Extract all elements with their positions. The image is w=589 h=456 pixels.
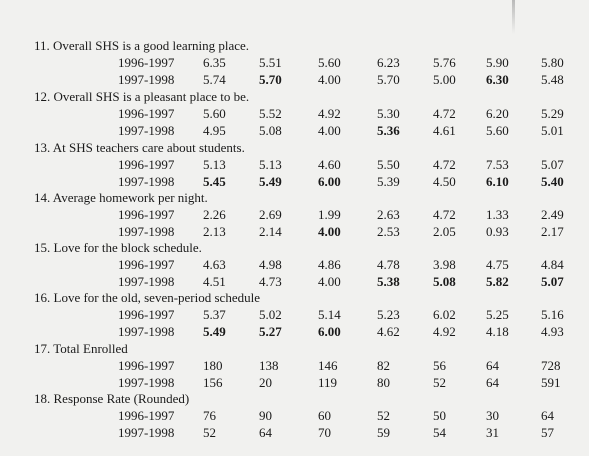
value-cell: 5.08 — [259, 123, 282, 138]
value-cell: 4.95 — [203, 123, 226, 138]
value-cell: 5.90 — [486, 55, 509, 70]
value-cell: 5.60 — [318, 55, 341, 70]
value-cell: 5.13 — [203, 157, 226, 172]
value-cell: 4.75 — [486, 257, 509, 272]
school-year: 1996-1997 — [118, 106, 175, 121]
value-cell: 591 — [541, 375, 561, 390]
value-cell: 64 — [259, 425, 272, 440]
value-cell: 56 — [433, 358, 446, 373]
value-cell: 5.40 — [541, 174, 564, 189]
value-cell: 30 — [486, 408, 499, 423]
value-cell: 4.00 — [318, 274, 341, 289]
item-heading: 17. Total Enrolled — [34, 341, 128, 356]
value-cell: 76 — [203, 408, 216, 423]
value-cell: 3.98 — [433, 257, 456, 272]
table-row — [0, 307, 589, 323]
value-cell: 7.53 — [486, 157, 509, 172]
value-cell: 4.63 — [203, 257, 226, 272]
value-cell: 5.39 — [377, 174, 400, 189]
value-cell: 4.00 — [318, 123, 341, 138]
school-year: 1997-1998 — [118, 324, 175, 339]
table-row — [0, 425, 589, 441]
table-row — [0, 257, 589, 273]
value-cell: 52 — [433, 375, 446, 390]
value-cell: 5.08 — [433, 274, 456, 289]
value-cell: 2.53 — [377, 224, 400, 239]
value-cell: 728 — [541, 358, 561, 373]
table-row — [0, 174, 589, 190]
value-cell: 4.73 — [259, 274, 282, 289]
school-year: 1997-1998 — [118, 174, 175, 189]
value-cell: 4.61 — [433, 123, 456, 138]
table-row — [0, 408, 589, 424]
value-cell: 64 — [486, 358, 499, 373]
value-cell: 52 — [203, 425, 216, 440]
value-cell: 5.51 — [259, 55, 282, 70]
value-cell: 1.99 — [318, 207, 341, 222]
value-cell: 5.36 — [377, 123, 400, 138]
value-cell: 4.92 — [318, 106, 341, 121]
table-row — [0, 207, 589, 223]
value-cell: 4.60 — [318, 157, 341, 172]
value-cell: 5.27 — [259, 324, 282, 339]
item-heading: 18. Response Rate (Rounded) — [34, 391, 190, 406]
value-cell: 5.00 — [433, 72, 456, 87]
value-cell: 5.01 — [541, 123, 564, 138]
value-cell: 2.13 — [203, 224, 226, 239]
value-cell: 156 — [203, 375, 223, 390]
value-cell: 5.38 — [377, 274, 400, 289]
value-cell: 4.72 — [433, 207, 456, 222]
value-cell: 4.92 — [433, 324, 456, 339]
value-cell: 5.07 — [541, 274, 564, 289]
value-cell: 180 — [203, 358, 223, 373]
school-year: 1996-1997 — [118, 55, 175, 70]
value-cell: 6.20 — [486, 106, 509, 121]
school-year: 1996-1997 — [118, 307, 175, 322]
value-cell: 5.16 — [541, 307, 564, 322]
value-cell: 64 — [541, 408, 554, 423]
item-heading: 13. At SHS teachers care about students. — [34, 140, 245, 155]
school-year: 1996-1997 — [118, 157, 175, 172]
value-cell: 119 — [318, 375, 338, 390]
school-year: 1996-1997 — [118, 257, 175, 272]
value-cell: 2.69 — [259, 207, 282, 222]
value-cell: 5.14 — [318, 307, 341, 322]
value-cell: 5.37 — [203, 307, 226, 322]
value-cell: 57 — [541, 425, 554, 440]
value-cell: 5.29 — [541, 106, 564, 121]
value-cell: 2.05 — [433, 224, 456, 239]
school-year: 1997-1998 — [118, 274, 175, 289]
table-row — [0, 324, 589, 340]
value-cell: 5.48 — [541, 72, 564, 87]
value-cell: 90 — [259, 408, 272, 423]
value-cell: 50 — [433, 408, 446, 423]
value-cell: 70 — [318, 425, 331, 440]
value-cell: 4.86 — [318, 257, 341, 272]
value-cell: 6.00 — [318, 324, 341, 339]
value-cell: 5.02 — [259, 307, 282, 322]
value-cell: 146 — [318, 358, 338, 373]
value-cell: 60 — [318, 408, 331, 423]
value-cell: 5.82 — [486, 274, 509, 289]
value-cell: 2.63 — [377, 207, 400, 222]
value-cell: 5.70 — [377, 72, 400, 87]
value-cell: 5.70 — [259, 72, 282, 87]
value-cell: 4.78 — [377, 257, 400, 272]
school-year: 1996-1997 — [118, 358, 175, 373]
value-cell: 6.35 — [203, 55, 226, 70]
value-cell: 4.51 — [203, 274, 226, 289]
value-cell: 1.33 — [486, 207, 509, 222]
page-crease — [512, 0, 515, 34]
value-cell: 5.45 — [203, 174, 226, 189]
value-cell: 0.93 — [486, 224, 509, 239]
item-heading: 15. Love for the block schedule. — [34, 240, 202, 255]
table-row — [0, 224, 589, 240]
value-cell: 4.00 — [318, 224, 341, 239]
value-cell: 6.00 — [318, 174, 341, 189]
table-row — [0, 106, 589, 122]
table-row — [0, 72, 589, 88]
value-cell: 4.62 — [377, 324, 400, 339]
item-heading: 14. Average homework per night. — [34, 190, 208, 205]
school-year: 1997-1998 — [118, 425, 175, 440]
table-row — [0, 358, 589, 374]
value-cell: 5.49 — [259, 174, 282, 189]
school-year: 1997-1998 — [118, 375, 175, 390]
value-cell: 80 — [377, 375, 390, 390]
value-cell: 52 — [377, 408, 390, 423]
value-cell: 54 — [433, 425, 446, 440]
item-heading: 16. Love for the old, seven-period schedule — [34, 290, 260, 305]
value-cell: 5.49 — [203, 324, 226, 339]
value-cell: 5.76 — [433, 55, 456, 70]
value-cell: 5.50 — [377, 157, 400, 172]
value-cell: 6.02 — [433, 307, 456, 322]
value-cell: 5.52 — [259, 106, 282, 121]
value-cell: 31 — [486, 425, 499, 440]
item-heading: 12. Overall SHS is a pleasant place to be. — [34, 89, 250, 104]
value-cell: 20 — [259, 375, 272, 390]
value-cell: 4.72 — [433, 157, 456, 172]
value-cell: 5.30 — [377, 106, 400, 121]
value-cell: 4.18 — [486, 324, 509, 339]
school-year: 1997-1998 — [118, 72, 175, 87]
value-cell: 5.74 — [203, 72, 226, 87]
value-cell: 4.98 — [259, 257, 282, 272]
value-cell: 4.50 — [433, 174, 456, 189]
table-row — [0, 274, 589, 290]
value-cell: 6.23 — [377, 55, 400, 70]
value-cell: 6.30 — [486, 72, 509, 87]
item-heading: 11. Overall SHS is a good learning place. — [34, 38, 250, 53]
school-year: 1997-1998 — [118, 224, 175, 239]
value-cell: 4.84 — [541, 257, 564, 272]
value-cell: 4.72 — [433, 106, 456, 121]
value-cell: 138 — [259, 358, 279, 373]
value-cell: 2.17 — [541, 224, 564, 239]
value-cell: 4.00 — [318, 72, 341, 87]
table-row — [0, 55, 589, 71]
value-cell: 6.10 — [486, 174, 509, 189]
value-cell: 59 — [377, 425, 390, 440]
value-cell: 5.23 — [377, 307, 400, 322]
value-cell: 5.60 — [486, 123, 509, 138]
value-cell: 82 — [377, 358, 390, 373]
school-year: 1996-1997 — [118, 408, 175, 423]
value-cell: 2.49 — [541, 207, 564, 222]
value-cell: 5.80 — [541, 55, 564, 70]
value-cell: 5.25 — [486, 307, 509, 322]
value-cell: 4.93 — [541, 324, 564, 339]
table-row — [0, 157, 589, 173]
value-cell: 5.07 — [541, 157, 564, 172]
table-row — [0, 375, 589, 391]
value-cell: 5.60 — [203, 106, 226, 121]
value-cell: 64 — [486, 375, 499, 390]
school-year: 1996-1997 — [118, 207, 175, 222]
value-cell: 5.13 — [259, 157, 282, 172]
value-cell: 2.26 — [203, 207, 226, 222]
value-cell: 2.14 — [259, 224, 282, 239]
school-year: 1997-1998 — [118, 123, 175, 138]
table-row — [0, 123, 589, 139]
